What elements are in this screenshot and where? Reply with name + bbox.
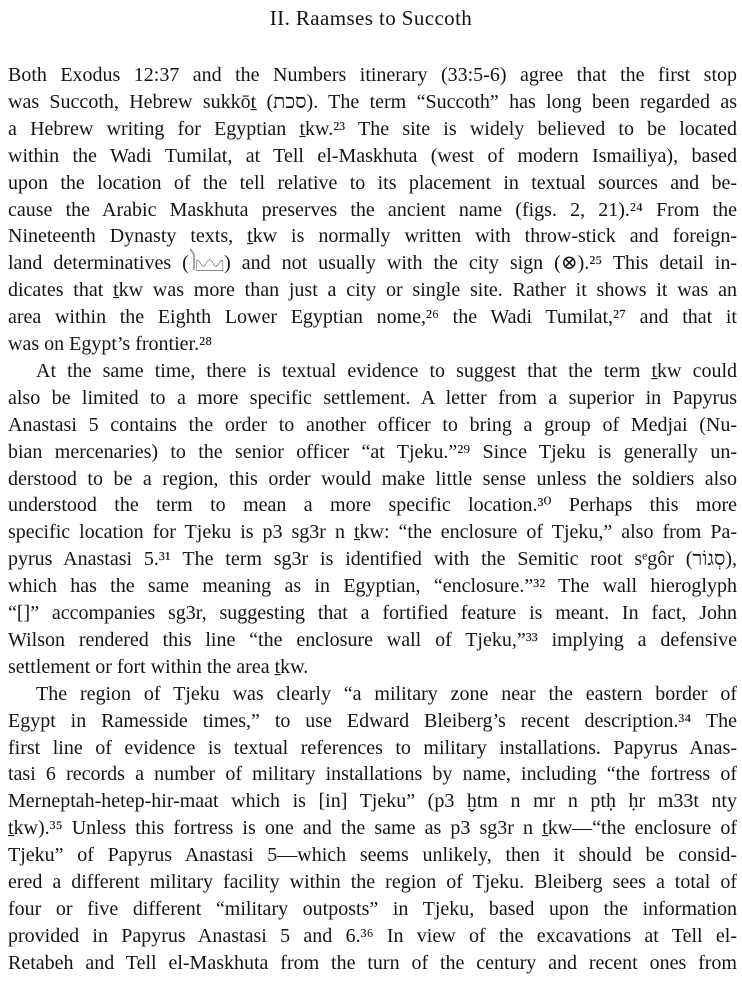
text-line: within the Wadi Tumilat, at Tell el-Maskhuta (west of modern Ismailiya), based bbox=[8, 144, 737, 167]
text-line: was on Egypt’s frontier.²⁸ bbox=[8, 333, 213, 355]
section-heading: II. Raamses to Succoth bbox=[269, 6, 473, 30]
text-line: first line of evidence is textual references to military installations. Papyrus Anas- bbox=[8, 736, 737, 759]
text-line: area within the Eighth Lower Egyptian nome,²⁶ the Wadi Tumilat,²⁷ and that it bbox=[8, 306, 737, 329]
text-line: Both Exodus 12:37 and the Numbers itinerary (33:5-6) agree that the first stop bbox=[8, 64, 737, 86]
text-line: specific location for Tjeku is p3 sg3r n ṯkw: “the enclosure of Tjeku,” also from Pa- bbox=[8, 521, 737, 544]
text-line: land determinatives (𓌙𓈉) and not usually with the city sign (⊗).²⁵ This detail in- bbox=[8, 252, 737, 275]
text-line: Nineteenth Dynasty texts, ṯkw is normally written with throw-stick and foreign- bbox=[8, 225, 737, 248]
text-line: Merneptah-hetep-hir-maat which is [in] Tjeku” (p3 ḫtm n mr n ptḥ ḥr m33t nty bbox=[8, 790, 737, 813]
text-line: dicates that ṯkw was more than just a city or single site. Rather it shows it was an bbox=[8, 279, 737, 302]
text-line: The region of Tjeku was clearly “a military zone near the eastern border of bbox=[36, 682, 737, 705]
text-line: Egypt in Ramesside times,” to use Edward Bleiberg’s recent description.³⁴ The bbox=[8, 709, 737, 732]
text-line: Tjeku” of Papyrus Anastasi 5—which seems unlikely, then it should be consid- bbox=[8, 844, 737, 867]
text-line: was Succoth, Hebrew sukkōṯ (סכת). The term “Succoth” has long been regarded as bbox=[8, 90, 737, 113]
text-line: derstood to be a region, this order would make little sense unless the soldiers also bbox=[8, 467, 737, 490]
text-line: a Hebrew writing for Egyptian ṯkw.²³ The site is widely believed to be located bbox=[8, 117, 737, 140]
text-line: settlement or fort within the area ṯkw. bbox=[8, 655, 309, 678]
text-line: Wilson rendered this line “the enclosure wall of Tjeku,”³³ implying a defensive bbox=[8, 628, 737, 651]
text-line: ered a different military facility within the region of Tjeku. Bleiberg sees a total of bbox=[8, 871, 737, 893]
text-line: understood the term to mean a more specific location.³⁰ Perhaps this more bbox=[8, 494, 737, 517]
text-line: upon the location of the tell relative to its placement in textual sources and be- bbox=[8, 171, 737, 194]
text-line: which has the same meaning as in Egyptian, “enclosure.”³² The wall hieroglyph bbox=[8, 575, 737, 598]
text-line: bian mercenaries) to the senior officer “at Tjeku.”²⁹ Since Tjeku is generally un- bbox=[8, 440, 737, 463]
text-line: Retabeh and Tell el-Maskhuta from the turn of the century and recent ones from bbox=[8, 951, 737, 974]
text-line: cause the Arabic Maskhuta preserves the ancient name (figs. 2, 21).²⁴ From the bbox=[8, 198, 737, 221]
text-line: “[]” accompanies sg3r, suggesting that a fortified feature is meant. In fact, John bbox=[8, 602, 737, 624]
text-line: provided in Papyrus Anastasi 5 and 6.³⁶ In view of the excavations at Tell el- bbox=[8, 924, 737, 947]
text-line: At the same time, there is textual evidence to suggest that the term ṯkw could bbox=[36, 359, 737, 382]
text-line: Anastasi 5 contains the order to another officer to bring a group of Medjai (Nu- bbox=[8, 413, 737, 436]
text-line: four or five different “military outposts” in Tjeku, based upon the information bbox=[8, 897, 737, 920]
text-line: ṯkw).³⁵ Unless this fortress is one and the same as p3 sg3r n ṯkw—“the enclosure of bbox=[8, 817, 737, 840]
text-line: pyrus Anastasi 5.³¹ The term sg3r is identified with the Semitic root sᵉgôr (סְגוֹר), bbox=[8, 548, 737, 571]
text-line: also be limited to a more specific settlement. A letter from a superior in Papyrus bbox=[8, 386, 737, 409]
text-line: tasi 6 records a number of military installations by name, including “the fortress of bbox=[8, 763, 737, 786]
